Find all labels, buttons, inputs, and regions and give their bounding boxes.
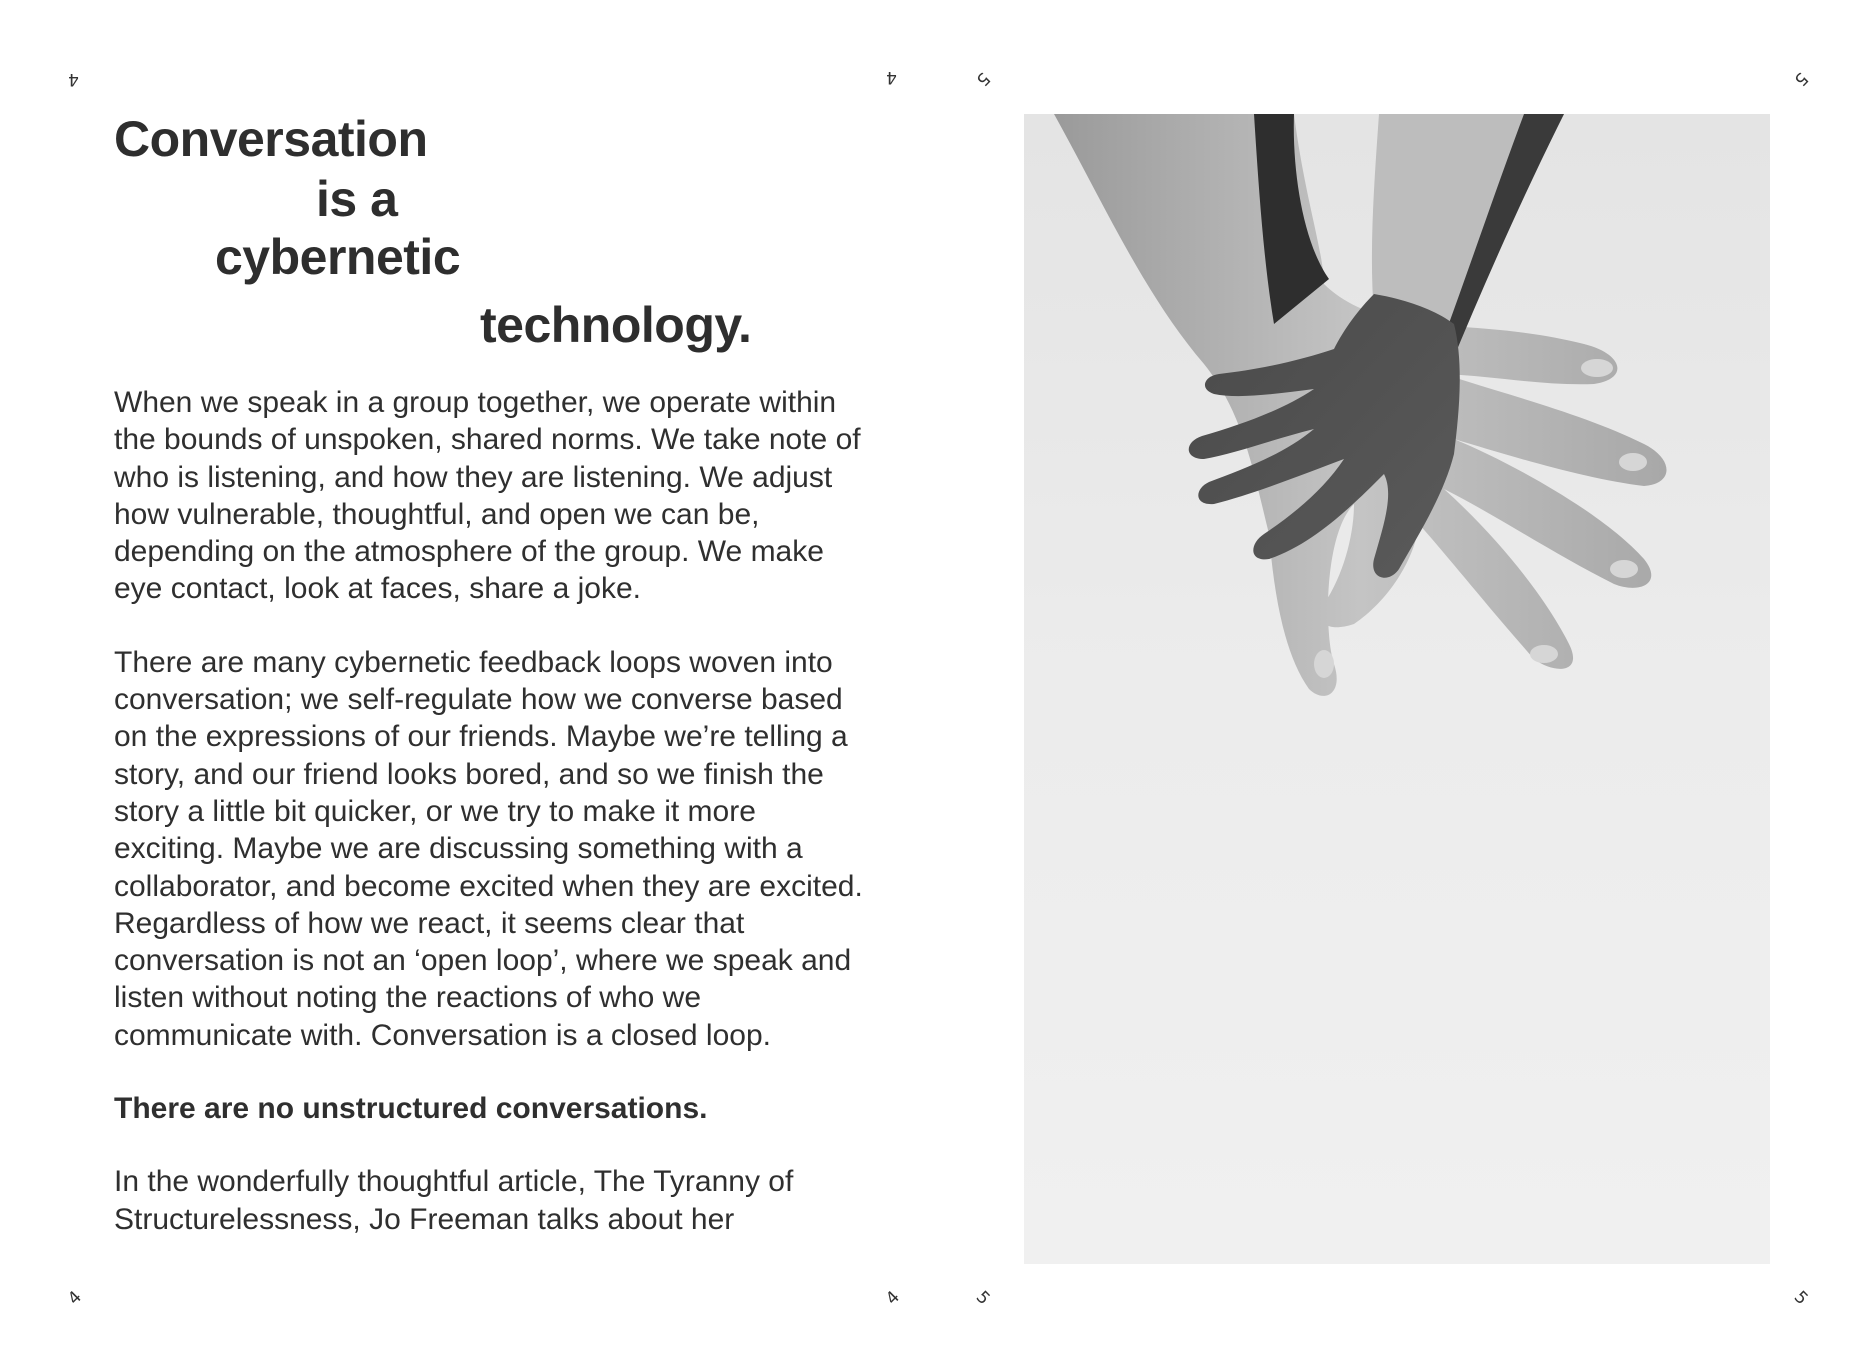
- folio-bottom-right: 5: [1789, 1287, 1812, 1310]
- folio-bottom-left: 5: [971, 1287, 994, 1310]
- paragraph-4: In the wonderfully thoughtful article, The Tyranny of Structurelessness, Jo Freeman talks about her: [114, 1165, 794, 1236]
- headline: [0, 0, 933, 360]
- headline-line-1: Conversation: [114, 111, 428, 167]
- folio-top-right: 4: [886, 67, 897, 87]
- folio-top-left: 5: [971, 67, 994, 90]
- headline-line-2: is a: [316, 171, 398, 227]
- hands-photo-icon: [1024, 114, 1770, 1264]
- folio-bottom-left: 4: [64, 1287, 86, 1310]
- headline-line-3: cybernetic: [215, 229, 461, 285]
- body-text: [114, 384, 874, 1274]
- folio-top-left: 4: [68, 69, 79, 89]
- folio-top-right: 5: [1789, 67, 1812, 90]
- paragraph-3-bold: There are no unstructured conversations.: [114, 1092, 708, 1126]
- folio-bottom-right: 4: [882, 1287, 904, 1310]
- paragraph-2: There are many cybernetic feedback loops woven into conversation; we self-regulate how we converse based on the expressions of our friends. Maybe we’re telling a story, and our friend looks bored, and so we finish the story a little bit quicker, or we try to make it more exciting. Maybe we are discussing something with a collaborator, and become excited when they are excited. Regardless of how we react, it seems clear that conversation is not an ‘open loop’, where we speak and listen without noting the reactions of who we communicate with. Conversation is a closed loop.: [114, 645, 863, 1052]
- headline-line-4: technology.: [480, 297, 752, 353]
- paragraph-1: When we speak in a group together, we operate within the bounds of unspoken, shared norms. We take note of who is listening, and how they are listening. We adjust how vulnerable, thoughtful, and open we can be, depending on the atmosphere of the group. We make eye contact, look at faces, share a joke.: [114, 386, 861, 606]
